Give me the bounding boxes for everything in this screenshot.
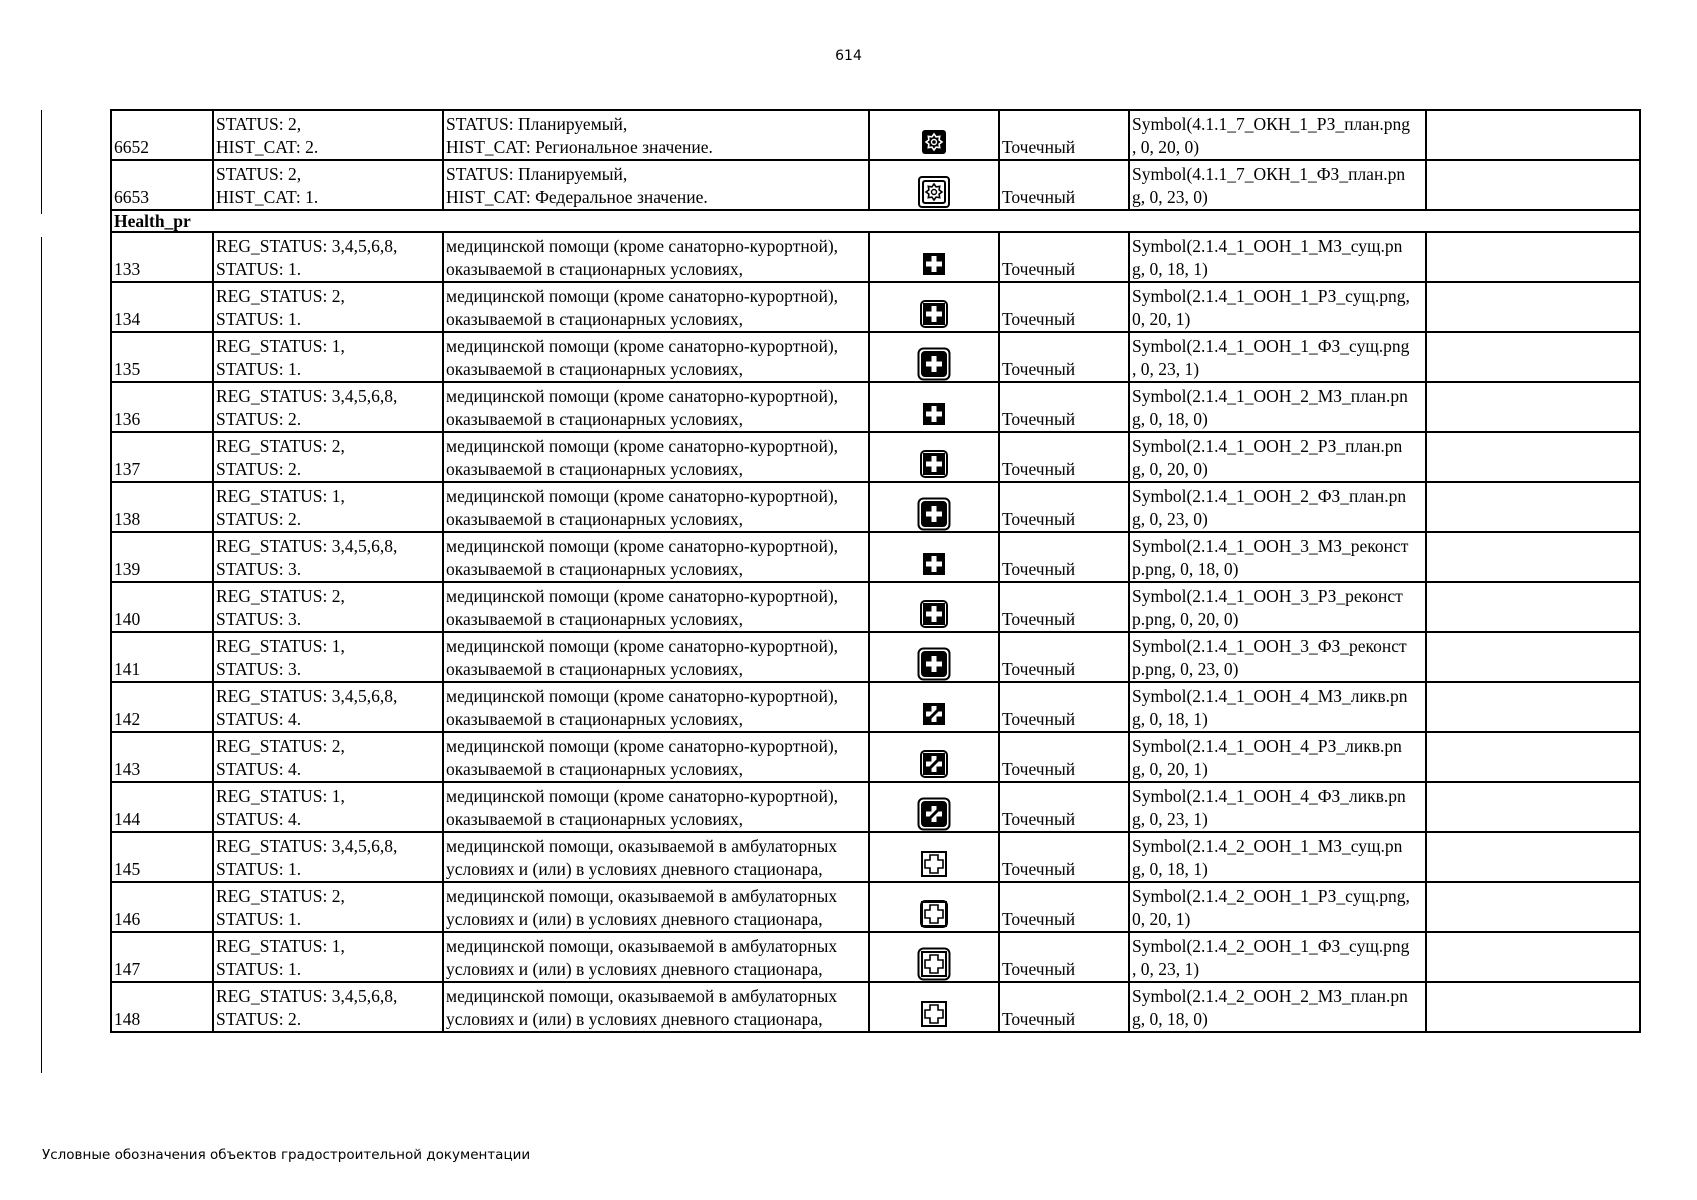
- description-line: оказываемой в стационарных условиях,: [446, 509, 744, 529]
- row-geometry: Точечный: [999, 282, 1129, 332]
- condition-line: REG_STATUS: 2,: [216, 736, 345, 756]
- symbol-rule-line: , 0, 23, 1): [1132, 959, 1200, 979]
- condition-line: STATUS: 4.: [216, 709, 302, 729]
- row-geometry: Точечный: [999, 782, 1129, 832]
- okn-regional-planned-icon: [917, 125, 951, 159]
- row-symbol-rule: [1129, 732, 1426, 782]
- condition-line: STATUS: 4.: [216, 809, 302, 829]
- row-symbol-rule: [1129, 532, 1426, 582]
- symbol-rule-line: Symbol(2.1.4_1_ООН_4_МЗ_ликв.pn: [1132, 686, 1408, 706]
- description-line: оказываемой в стационарных условиях,: [446, 809, 744, 829]
- symbol-rule-line: g, 0, 18, 1): [1132, 709, 1208, 729]
- description-line: медицинской помощи, оказываемой в амбулаторных: [446, 986, 838, 1006]
- row-empty-cell: [1426, 382, 1640, 432]
- row-symbol-preview: [869, 382, 999, 432]
- row-condition: [213, 160, 443, 210]
- condition-line: REG_STATUS: 1,: [216, 486, 345, 506]
- condition-line: STATUS: 1.: [216, 359, 302, 379]
- row-symbol-rule: [1129, 932, 1426, 982]
- description-line: медицинской помощи (кроме санаторно-курортной),: [446, 236, 839, 256]
- medical-cross-framed-icon: [917, 447, 951, 481]
- row-code: 142: [111, 682, 213, 732]
- description-line: медицинской помощи (кроме санаторно-курортной),: [446, 336, 839, 356]
- description-line: медицинской помощи, оказываемой в амбулаторных: [446, 886, 838, 906]
- page-number: 614: [835, 48, 862, 64]
- condition-line: REG_STATUS: 1,: [216, 636, 345, 656]
- symbol-rule-line: 0, 20, 1): [1132, 909, 1191, 929]
- row-description: [443, 632, 869, 682]
- symbol-rule-line: Symbol(4.1.1_7_ОКН_1_ФЗ_план.pn: [1132, 164, 1406, 184]
- symbol-rule-line: g, 0, 18, 1): [1132, 859, 1208, 879]
- row-code: 6653: [111, 160, 213, 210]
- condition-line: REG_STATUS: 2,: [216, 586, 345, 606]
- symbol-rule-line: р.png, 0, 18, 0): [1132, 559, 1239, 579]
- row-geometry: Точечный: [999, 432, 1129, 482]
- row-condition: [213, 782, 443, 832]
- row-symbol-preview: [869, 732, 999, 782]
- row-empty-cell: [1426, 632, 1640, 682]
- row-symbol-rule: [1129, 110, 1426, 160]
- row-description: [443, 432, 869, 482]
- row-empty-cell: [1426, 532, 1640, 582]
- description-line: медицинской помощи (кроме санаторно-курортной),: [446, 436, 839, 456]
- row-empty-cell: [1426, 282, 1640, 332]
- symbol-rule-line: Symbol(2.1.4_2_ООН_1_ФЗ_сущ.png: [1132, 936, 1410, 956]
- condition-line: REG_STATUS: 2,: [216, 286, 345, 306]
- symbol-rule-line: Symbol(2.1.4_1_ООН_3_ФЗ_реконст: [1132, 636, 1407, 656]
- row-empty-cell: [1426, 832, 1640, 882]
- table-row: [111, 782, 1640, 832]
- symbol-rule-line: Symbol(2.1.4_1_ООН_2_РЗ_план.pn: [1132, 436, 1403, 456]
- row-condition: [213, 432, 443, 482]
- symbol-rule-line: Symbol(4.1.1_7_ОКН_1_РЗ_план.png: [1132, 114, 1411, 134]
- table-row: [111, 160, 1640, 210]
- condition-line: REG_STATUS: 2,: [216, 886, 345, 906]
- row-symbol-preview: [869, 282, 999, 332]
- condition-line: REG_STATUS: 3,4,5,6,8,: [216, 836, 398, 856]
- symbol-rule-line: 0, 20, 1): [1132, 309, 1191, 329]
- description-line: оказываемой в стационарных условиях,: [446, 309, 744, 329]
- row-code: 140: [111, 582, 213, 632]
- description-line: медицинской помощи, оказываемой в амбулаторных: [446, 836, 838, 856]
- medical-cross-double-framed-icon: [917, 497, 951, 531]
- outpatient-cross-icon: [917, 847, 951, 881]
- condition-line: REG_STATUS: 3,4,5,6,8,: [216, 236, 398, 256]
- row-condition: [213, 232, 443, 282]
- row-code: 143: [111, 732, 213, 782]
- condition-line: REG_STATUS: 3,4,5,6,8,: [216, 536, 398, 556]
- condition-line: REG_STATUS: 3,4,5,6,8,: [216, 386, 398, 406]
- outpatient-cross-icon: [917, 997, 951, 1031]
- row-description: [443, 882, 869, 932]
- condition-line: STATUS: 2,: [216, 164, 302, 184]
- row-geometry: Точечный: [999, 732, 1129, 782]
- description-line: медицинской помощи (кроме санаторно-курортной),: [446, 586, 839, 606]
- medical-cross-icon: [917, 247, 951, 281]
- row-geometry: Точечный: [999, 482, 1129, 532]
- row-symbol-rule: [1129, 160, 1426, 210]
- symbol-rule-line: Symbol(2.1.4_1_ООН_2_ФЗ_план.pn: [1132, 486, 1407, 506]
- row-code: 6652: [111, 110, 213, 160]
- condition-line: STATUS: 1.: [216, 259, 302, 279]
- description-line: медицинской помощи (кроме санаторно-курортной),: [446, 386, 839, 406]
- row-description: [443, 110, 869, 160]
- outpatient-cross-framed-icon: [917, 897, 951, 931]
- table-row: [111, 882, 1640, 932]
- description-line: HIST_CAT: Федеральное значение.: [446, 187, 708, 207]
- row-symbol-rule: [1129, 232, 1426, 282]
- condition-line: REG_STATUS: 3,4,5,6,8,: [216, 686, 398, 706]
- condition-line: REG_STATUS: 1,: [216, 336, 345, 356]
- symbol-rule-line: g, 0, 20, 0): [1132, 459, 1208, 479]
- table-row: [111, 682, 1640, 732]
- row-geometry: Точечный: [999, 382, 1129, 432]
- symbol-rule-line: g, 0, 23, 0): [1132, 509, 1208, 529]
- row-code: 144: [111, 782, 213, 832]
- row-description: [443, 532, 869, 582]
- row-symbol-preview: [869, 682, 999, 732]
- symbol-rule-line: Symbol(2.1.4_1_ООН_3_РЗ_реконст: [1132, 586, 1403, 606]
- row-geometry: Точечный: [999, 632, 1129, 682]
- row-condition: [213, 732, 443, 782]
- row-empty-cell: [1426, 882, 1640, 932]
- row-condition: [213, 632, 443, 682]
- row-description: [443, 232, 869, 282]
- condition-line: HIST_CAT: 1.: [216, 187, 319, 207]
- row-code: 135: [111, 332, 213, 382]
- row-condition: [213, 532, 443, 582]
- row-symbol-preview: [869, 582, 999, 632]
- row-empty-cell: [1426, 160, 1640, 210]
- row-symbol-preview: [869, 882, 999, 932]
- row-empty-cell: [1426, 982, 1640, 1032]
- symbol-rule-line: Symbol(2.1.4_1_ООН_4_РЗ_ликв.pn: [1132, 736, 1402, 756]
- condition-line: STATUS: 2.: [216, 409, 302, 429]
- row-symbol-preview: [869, 782, 999, 832]
- row-symbol-rule: [1129, 782, 1426, 832]
- symbol-rule-line: g, 0, 18, 0): [1132, 409, 1208, 429]
- row-symbol-preview: [869, 932, 999, 982]
- symbol-rule-line: , 0, 23, 1): [1132, 359, 1200, 379]
- row-geometry: Точечный: [999, 532, 1129, 582]
- row-geometry: Точечный: [999, 110, 1129, 160]
- condition-line: REG_STATUS: 3,4,5,6,8,: [216, 986, 398, 1006]
- table-row: [111, 232, 1640, 282]
- symbol-rule-line: Symbol(2.1.4_2_ООН_1_МЗ_сущ.pn: [1132, 836, 1403, 856]
- row-symbol-preview: [869, 982, 999, 1032]
- symbol-rule-line: g, 0, 20, 1): [1132, 759, 1208, 779]
- row-condition: [213, 582, 443, 632]
- row-description: [443, 782, 869, 832]
- symbol-rule-line: g, 0, 18, 0): [1132, 1009, 1208, 1029]
- symbol-rule-line: g, 0, 23, 0): [1132, 187, 1208, 207]
- description-line: оказываемой в стационарных условиях,: [446, 609, 744, 629]
- description-line: оказываемой в стационарных условиях,: [446, 559, 744, 579]
- symbol-rule-line: Symbol(2.1.4_1_ООН_1_МЗ_сущ.pn: [1132, 236, 1403, 256]
- table-row: [111, 332, 1640, 382]
- medical-cross-liquidated-framed-icon: [917, 747, 951, 781]
- row-description: [443, 832, 869, 882]
- row-description: [443, 932, 869, 982]
- row-code: 134: [111, 282, 213, 332]
- table-row: [111, 282, 1640, 332]
- row-code: 133: [111, 232, 213, 282]
- table-row: [111, 110, 1640, 160]
- row-geometry: Точечный: [999, 232, 1129, 282]
- row-description: [443, 682, 869, 732]
- row-symbol-preview: [869, 532, 999, 582]
- description-line: оказываемой в стационарных условиях,: [446, 259, 744, 279]
- table-row: [111, 832, 1640, 882]
- description-line: медицинской помощи (кроме санаторно-курортной),: [446, 536, 839, 556]
- row-description: [443, 382, 869, 432]
- condition-line: REG_STATUS: 1,: [216, 936, 345, 956]
- description-line: медицинской помощи (кроме санаторно-курортной),: [446, 786, 839, 806]
- medical-cross-double-framed-icon: [917, 647, 951, 681]
- description-line: медицинской помощи (кроме санаторно-курортной),: [446, 286, 839, 306]
- symbol-rule-line: Symbol(2.1.4_1_ООН_1_ФЗ_сущ.png: [1132, 336, 1410, 356]
- row-symbol-rule: [1129, 632, 1426, 682]
- description-line: оказываемой в стационарных условиях,: [446, 409, 744, 429]
- row-empty-cell: [1426, 332, 1640, 382]
- row-empty-cell: [1426, 482, 1640, 532]
- document-footer: Условные обозначения объектов градостроительной документации: [42, 1147, 531, 1163]
- symbol-rule-line: Symbol(2.1.4_1_ООН_1_РЗ_сущ.png,: [1132, 286, 1410, 306]
- symbol-rule-line: g, 0, 23, 1): [1132, 809, 1208, 829]
- description-line: медицинской помощи (кроме санаторно-курортной),: [446, 486, 839, 506]
- table-row: [111, 932, 1640, 982]
- description-line: оказываемой в стационарных условиях,: [446, 759, 744, 779]
- row-empty-cell: [1426, 682, 1640, 732]
- symbol-rule-line: р.png, 0, 23, 0): [1132, 659, 1239, 679]
- medical-cross-double-framed-icon: [917, 347, 951, 381]
- row-code: 137: [111, 432, 213, 482]
- condition-line: STATUS: 1.: [216, 859, 302, 879]
- row-symbol-rule: [1129, 832, 1426, 882]
- row-symbol-preview: [869, 160, 999, 210]
- left-margin-rule: [41, 110, 42, 214]
- table-row: [111, 582, 1640, 632]
- row-symbol-rule: [1129, 682, 1426, 732]
- row-description: [443, 282, 869, 332]
- row-symbol-preview: [869, 632, 999, 682]
- row-empty-cell: [1426, 232, 1640, 282]
- row-geometry: Точечный: [999, 160, 1129, 210]
- condition-line: STATUS: 2,: [216, 114, 302, 134]
- condition-line: STATUS: 2.: [216, 509, 302, 529]
- row-symbol-preview: [869, 432, 999, 482]
- medical-cross-icon: [917, 397, 951, 431]
- table-row: [111, 482, 1640, 532]
- row-geometry: Точечный: [999, 582, 1129, 632]
- row-condition: [213, 982, 443, 1032]
- symbol-table: [110, 109, 1641, 1033]
- row-symbol-preview: [869, 110, 999, 160]
- section-row: [111, 210, 1640, 232]
- row-geometry: Точечный: [999, 982, 1129, 1032]
- okn-federal-planned-icon: [917, 175, 951, 209]
- description-line: HIST_CAT: Региональное значение.: [446, 137, 713, 157]
- row-code: 147: [111, 932, 213, 982]
- condition-line: STATUS: 3.: [216, 659, 302, 679]
- section-title: Health_pr: [111, 210, 1640, 232]
- row-symbol-preview: [869, 482, 999, 532]
- medical-cross-framed-icon: [917, 597, 951, 631]
- table-row: [111, 632, 1640, 682]
- row-condition: [213, 482, 443, 532]
- condition-line: REG_STATUS: 2,: [216, 436, 345, 456]
- description-line: STATUS: Планируемый,: [446, 164, 628, 184]
- row-symbol-rule: [1129, 382, 1426, 432]
- symbol-rule-line: Symbol(2.1.4_1_ООН_4_ФЗ_ликв.pn: [1132, 786, 1406, 806]
- row-description: [443, 582, 869, 632]
- condition-line: STATUS: 1.: [216, 959, 302, 979]
- condition-line: STATUS: 2.: [216, 459, 302, 479]
- row-condition: [213, 332, 443, 382]
- description-line: медицинской помощи (кроме санаторно-курортной),: [446, 686, 839, 706]
- row-code: 146: [111, 882, 213, 932]
- condition-line: STATUS: 3.: [216, 609, 302, 629]
- row-geometry: Точечный: [999, 332, 1129, 382]
- left-margin-rule: [41, 237, 42, 1073]
- description-line: условиях и (или) в условиях дневного стационара,: [446, 909, 823, 929]
- condition-line: STATUS: 3.: [216, 559, 302, 579]
- row-symbol-rule: [1129, 332, 1426, 382]
- table-row: [111, 432, 1640, 482]
- description-line: оказываемой в стационарных условиях,: [446, 459, 744, 479]
- row-description: [443, 332, 869, 382]
- row-symbol-rule: [1129, 282, 1426, 332]
- condition-line: STATUS: 1.: [216, 309, 302, 329]
- description-line: оказываемой в стационарных условиях,: [446, 709, 744, 729]
- row-symbol-rule: [1129, 582, 1426, 632]
- row-condition: [213, 110, 443, 160]
- outpatient-cross-double-framed-icon: [917, 947, 951, 981]
- description-line: условиях и (или) в условиях дневного стационара,: [446, 859, 823, 879]
- condition-line: STATUS: 1.: [216, 909, 302, 929]
- table-row: [111, 532, 1640, 582]
- row-symbol-rule: [1129, 432, 1426, 482]
- row-symbol-rule: [1129, 482, 1426, 532]
- symbol-rule-line: Symbol(2.1.4_1_ООН_2_МЗ_план.pn: [1132, 386, 1408, 406]
- condition-line: REG_STATUS: 1,: [216, 786, 345, 806]
- condition-line: STATUS: 4.: [216, 759, 302, 779]
- description-line: медицинской помощи (кроме санаторно-курортной),: [446, 636, 839, 656]
- row-description: [443, 982, 869, 1032]
- row-condition: [213, 832, 443, 882]
- row-symbol-preview: [869, 832, 999, 882]
- medical-cross-framed-icon: [917, 297, 951, 331]
- row-condition: [213, 382, 443, 432]
- row-symbol-rule: [1129, 982, 1426, 1032]
- row-condition: [213, 682, 443, 732]
- row-description: [443, 482, 869, 532]
- description-line: оказываемой в стационарных условиях,: [446, 659, 744, 679]
- medical-cross-icon: [917, 547, 951, 581]
- medical-cross-liquidated-double-framed-icon: [917, 797, 951, 831]
- symbol-rule-line: Symbol(2.1.4_2_ООН_1_РЗ_сущ.png,: [1132, 886, 1410, 906]
- table-row: [111, 732, 1640, 782]
- table-row: [111, 382, 1640, 432]
- row-code: 138: [111, 482, 213, 532]
- symbol-rule-line: Symbol(2.1.4_1_ООН_3_МЗ_реконст: [1132, 536, 1409, 556]
- row-code: 141: [111, 632, 213, 682]
- row-symbol-preview: [869, 332, 999, 382]
- description-line: STATUS: Планируемый,: [446, 114, 628, 134]
- symbol-rule-line: Symbol(2.1.4_2_ООН_2_МЗ_план.pn: [1132, 986, 1408, 1006]
- row-geometry: Точечный: [999, 932, 1129, 982]
- row-description: [443, 160, 869, 210]
- row-description: [443, 732, 869, 782]
- row-empty-cell: [1426, 782, 1640, 832]
- row-condition: [213, 282, 443, 332]
- row-code: 148: [111, 982, 213, 1032]
- condition-line: STATUS: 2.: [216, 1009, 302, 1029]
- description-line: медицинской помощи (кроме санаторно-курортной),: [446, 736, 839, 756]
- medical-cross-liquidated-icon: [917, 697, 951, 731]
- symbol-rule-line: g, 0, 18, 1): [1132, 259, 1208, 279]
- description-line: условиях и (или) в условиях дневного стационара,: [446, 1009, 823, 1029]
- row-symbol-preview: [869, 232, 999, 282]
- row-geometry: Точечный: [999, 682, 1129, 732]
- symbol-rule-line: р.png, 0, 20, 0): [1132, 609, 1239, 629]
- row-symbol-rule: [1129, 882, 1426, 932]
- row-empty-cell: [1426, 432, 1640, 482]
- row-geometry: Точечный: [999, 832, 1129, 882]
- description-line: условиях и (или) в условиях дневного стационара,: [446, 959, 823, 979]
- row-empty-cell: [1426, 110, 1640, 160]
- row-code: 136: [111, 382, 213, 432]
- row-geometry: Точечный: [999, 882, 1129, 932]
- row-condition: [213, 932, 443, 982]
- description-line: медицинской помощи, оказываемой в амбулаторных: [446, 936, 838, 956]
- row-code: 139: [111, 532, 213, 582]
- symbol-rule-line: , 0, 20, 0): [1132, 137, 1200, 157]
- row-empty-cell: [1426, 582, 1640, 632]
- row-empty-cell: [1426, 732, 1640, 782]
- row-code: 145: [111, 832, 213, 882]
- condition-line: HIST_CAT: 2.: [216, 137, 319, 157]
- table-row: [111, 982, 1640, 1032]
- row-empty-cell: [1426, 932, 1640, 982]
- row-condition: [213, 882, 443, 932]
- description-line: оказываемой в стационарных условиях,: [446, 359, 744, 379]
